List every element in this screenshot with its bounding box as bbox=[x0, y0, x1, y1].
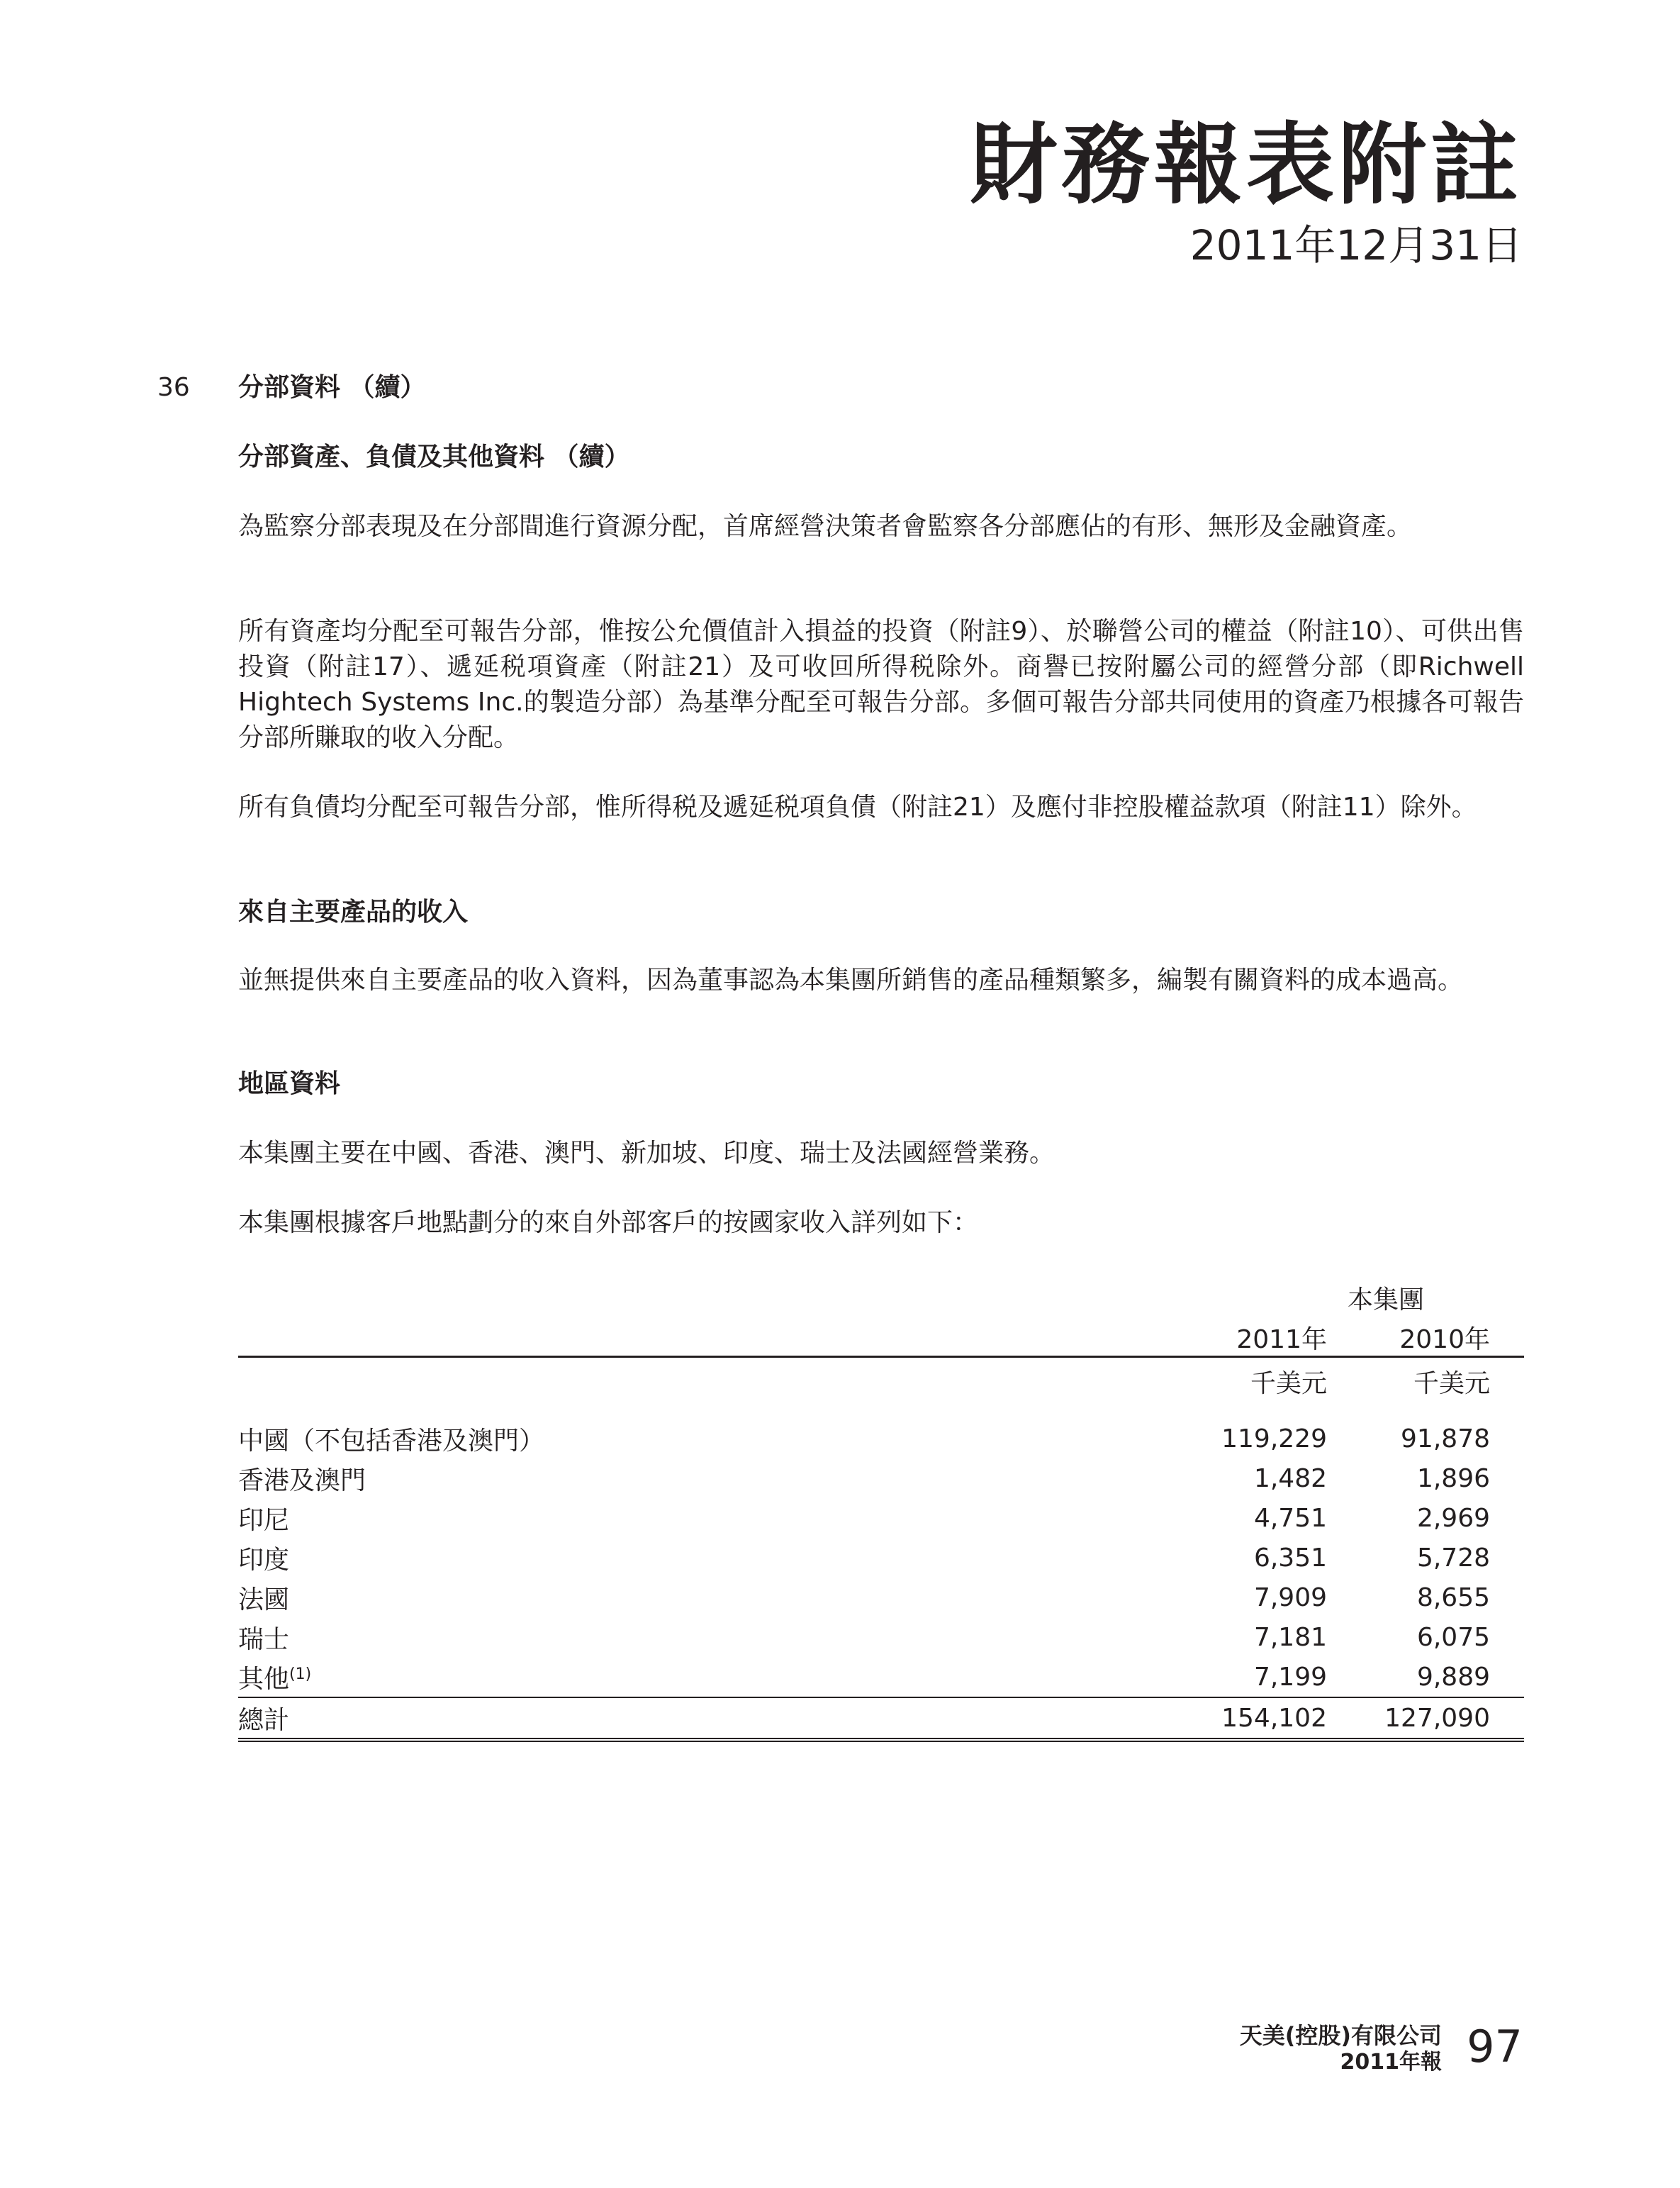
table-group-label: 本集團 bbox=[1347, 1285, 1424, 1315]
table-group-header-row bbox=[238, 1276, 1524, 1319]
row-label-cell bbox=[238, 1657, 1198, 1697]
total-value-2011: 154,102 bbox=[1198, 1697, 1361, 1740]
paragraph-product-revenue: 並無提供來自主要產品的收入資料，因為董事認為本集團所銷售的產品種類繁多，編製有關資料的成本過高。 bbox=[238, 966, 1464, 995]
paragraph-revenue-by-country: 本集團根據客戶地點劃分的來自外部客戶的按國家收入詳列如下： bbox=[238, 1208, 979, 1237]
footer-company-name: 天美(控股)有限公司 bbox=[1239, 2022, 1442, 2049]
header-year-2011: 2011年 bbox=[1236, 1325, 1327, 1354]
row-value-2011: 7,199 bbox=[1253, 1662, 1327, 1692]
row-value-2010: 9,889 bbox=[1416, 1662, 1490, 1692]
page-title: 財務報表附註 bbox=[969, 114, 1523, 216]
row-value-2011: 6,351 bbox=[1253, 1543, 1327, 1573]
subheading-geographic-info: 地區資料 bbox=[238, 1069, 341, 1098]
footnote-marker: (1) bbox=[289, 1665, 312, 1683]
section-number: 36 bbox=[157, 373, 190, 402]
row-value-2010: 6,075 bbox=[1416, 1622, 1490, 1652]
row-value-2011: 7,909 bbox=[1253, 1583, 1327, 1612]
section-title: 分部資料 （續） bbox=[238, 373, 426, 402]
row-label: 印尼 bbox=[238, 1505, 290, 1535]
paragraph-operating-regions: 本集團主要在中國、香港、澳門、新加坡、印度、瑞士及法國經營業務。 bbox=[238, 1139, 1055, 1168]
subheading-segment-assets: 分部資產、負債及其他資料 （續） bbox=[238, 442, 630, 471]
table-row bbox=[238, 1498, 1524, 1538]
row-label: 印度 bbox=[238, 1545, 290, 1575]
paragraph-liability-allocation: 所有負債均分配至可報告分部，惟所得税及遞延税項負債（附註21）及應付非控股權益款項（附註11）除外。 bbox=[238, 793, 1477, 822]
footer-report-name: 2011年報 bbox=[1340, 2050, 1442, 2075]
table-row bbox=[238, 1419, 1524, 1458]
row-label: 香港及澳門 bbox=[238, 1466, 366, 1495]
paragraph-asset-allocation: 所有資產均分配至可報告分部，惟按公允價值計入損益的投資（附註9）、於聯營公司的權益（附註10）、可供出售投資（附註17）、遞延税項資產（附註21）及可收回所得税除外。商譽已按附屬公司的經營分部（即Richwell Hightech Systems Inc.的製造分部）為基準分配至可報告分部。多個可報告分部共同使用的資產乃根據各可報告分部所賺取的收入分配。 bbox=[238, 617, 1524, 752]
row-value-2011: 119,229 bbox=[1221, 1424, 1327, 1453]
page-number: 97 bbox=[1467, 2021, 1523, 2072]
row-value-2010: 8,655 bbox=[1416, 1583, 1490, 1612]
table-row bbox=[238, 1657, 1524, 1697]
page-date: 2011年12月31日 bbox=[1189, 221, 1523, 269]
header-unit-2011: 千美元 bbox=[1198, 1357, 1361, 1405]
total-value-2010: 127,090 bbox=[1361, 1697, 1524, 1740]
total-label: 總計 bbox=[238, 1697, 1198, 1740]
table-total-row bbox=[238, 1697, 1524, 1740]
subheading-product-revenue: 來自主要產品的收入 bbox=[238, 898, 469, 927]
table-row bbox=[238, 1617, 1524, 1657]
row-value-2010: 1,896 bbox=[1416, 1463, 1490, 1493]
row-label: 法國 bbox=[238, 1585, 290, 1614]
table-row bbox=[238, 1538, 1524, 1578]
row-value-2010: 91,878 bbox=[1401, 1424, 1490, 1453]
table-units-header-row bbox=[238, 1357, 1524, 1405]
table-row bbox=[238, 1578, 1524, 1617]
table-year-header-row bbox=[238, 1319, 1524, 1357]
revenue-by-country-table bbox=[238, 1276, 1524, 1742]
paragraph-asset-monitoring: 為監察分部表現及在分部間進行資源分配，首席經營決策者會監察各分部應佔的有形、無形及金融資產。 bbox=[238, 512, 1413, 541]
row-label: 其他 bbox=[238, 1664, 290, 1694]
row-label: 中國（不包括香港及澳門） bbox=[238, 1426, 545, 1456]
row-value-2010: 5,728 bbox=[1416, 1543, 1490, 1573]
header-unit-2010: 千美元 bbox=[1361, 1357, 1524, 1405]
row-value-2011: 7,181 bbox=[1253, 1622, 1327, 1652]
table-row bbox=[238, 1458, 1524, 1498]
row-value-2011: 4,751 bbox=[1253, 1503, 1327, 1533]
row-value-2010: 2,969 bbox=[1416, 1503, 1490, 1533]
row-value-2011: 1,482 bbox=[1253, 1463, 1327, 1493]
row-label: 瑞士 bbox=[238, 1624, 290, 1654]
header-year-2010: 2010年 bbox=[1399, 1325, 1490, 1354]
